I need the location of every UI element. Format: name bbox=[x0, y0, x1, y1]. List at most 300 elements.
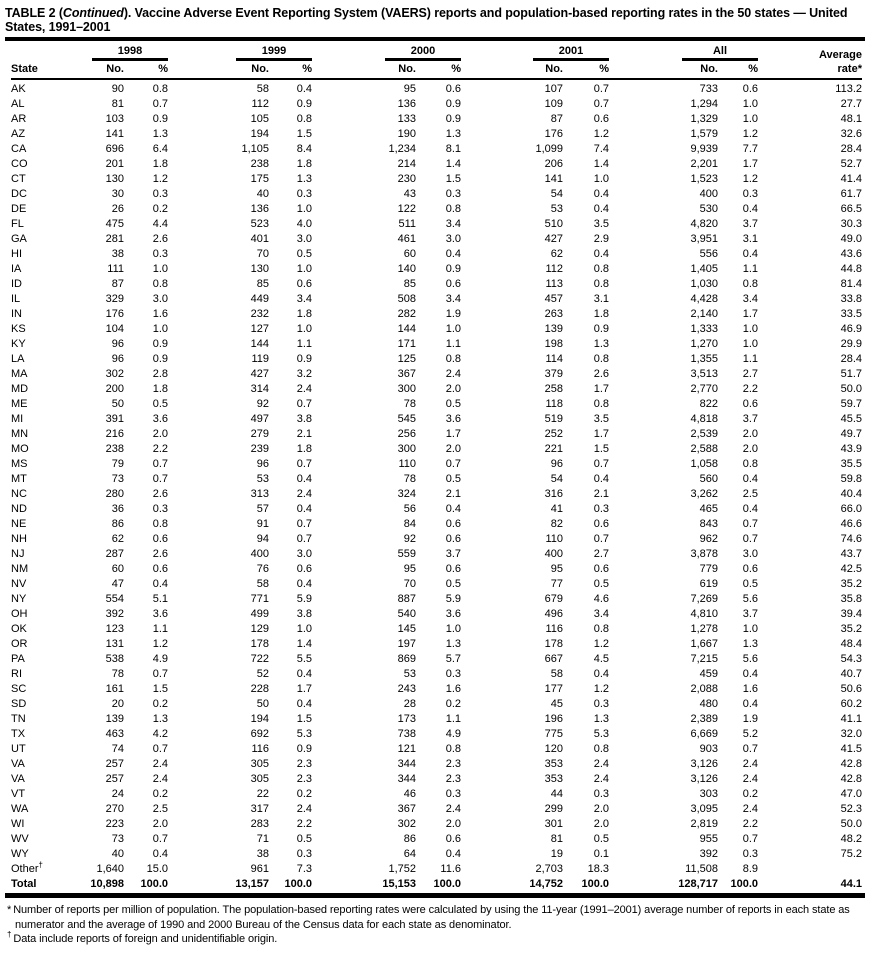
value-cell: 85 bbox=[256, 278, 269, 290]
value-cell: 496 bbox=[544, 608, 563, 620]
value-cell: 62 bbox=[111, 533, 124, 545]
table-row bbox=[11, 337, 862, 352]
value-cell: 0.3 bbox=[742, 848, 758, 860]
value-cell: 3.0 bbox=[296, 233, 312, 245]
value-cell: 2.4 bbox=[296, 488, 312, 500]
no-header-all: No. bbox=[609, 61, 718, 79]
value-cell: 1,030 bbox=[690, 278, 718, 290]
value-cell: 35.8 bbox=[840, 593, 862, 605]
value-cell: 257 bbox=[105, 773, 124, 785]
table-row bbox=[11, 877, 862, 892]
value-cell: 2.0 bbox=[593, 803, 609, 815]
table-row bbox=[11, 457, 862, 472]
value-cell: 95 bbox=[550, 563, 563, 575]
value-cell: 75.2 bbox=[840, 848, 862, 860]
value-cell: 41.1 bbox=[840, 713, 862, 725]
state-cell: OR bbox=[11, 638, 28, 650]
asterisk-marker: * bbox=[7, 904, 12, 916]
state-cell: SD bbox=[11, 698, 27, 710]
table-row bbox=[11, 697, 862, 712]
value-cell: 3.8 bbox=[296, 608, 312, 620]
value-cell: 0.6 bbox=[445, 833, 461, 845]
state-cell: OK bbox=[11, 623, 27, 635]
value-cell: 316 bbox=[544, 488, 563, 500]
year-group-2000-label: 2000 bbox=[385, 45, 461, 61]
value-cell: 0.9 bbox=[296, 98, 312, 110]
value-cell: 2,770 bbox=[690, 383, 718, 395]
value-cell: 0.7 bbox=[296, 518, 312, 530]
pct-header-1998: % bbox=[124, 61, 168, 79]
value-cell: 305 bbox=[250, 758, 269, 770]
value-cell: 49.0 bbox=[840, 233, 862, 245]
value-cell: 1.3 bbox=[742, 638, 758, 650]
state-cell: NC bbox=[11, 488, 27, 500]
value-cell: 100.0 bbox=[140, 878, 168, 890]
value-cell: 771 bbox=[250, 593, 269, 605]
value-cell: 511 bbox=[398, 218, 416, 230]
value-cell: 530 bbox=[699, 203, 718, 215]
no-header-1999: No. bbox=[168, 61, 269, 79]
value-cell: 3.5 bbox=[593, 413, 609, 425]
value-cell: 221 bbox=[544, 443, 563, 455]
value-cell: 3.4 bbox=[296, 293, 312, 305]
value-cell: 194 bbox=[250, 128, 269, 140]
value-cell: 3.5 bbox=[593, 218, 609, 230]
value-cell: 0.7 bbox=[742, 533, 758, 545]
value-cell: 206 bbox=[544, 158, 563, 170]
year-group-2000 bbox=[312, 43, 461, 61]
value-cell: 2,201 bbox=[690, 158, 718, 170]
value-cell: 238 bbox=[105, 443, 124, 455]
state-cell: WV bbox=[11, 833, 29, 845]
value-cell: 1,752 bbox=[388, 863, 416, 875]
table-row bbox=[11, 787, 862, 802]
value-cell: 508 bbox=[397, 293, 416, 305]
value-cell: 1.5 bbox=[445, 173, 461, 185]
value-cell: 1.9 bbox=[445, 308, 461, 320]
value-cell: 100.0 bbox=[581, 878, 609, 890]
value-cell: 44.8 bbox=[840, 263, 862, 275]
value-cell: 0.8 bbox=[742, 458, 758, 470]
value-cell: 257 bbox=[105, 758, 124, 770]
value-cell: 85 bbox=[403, 278, 416, 290]
state-cell: CA bbox=[11, 143, 27, 155]
state-cell: DC bbox=[11, 188, 27, 200]
state-cell: OH bbox=[11, 608, 28, 620]
value-cell: 0.7 bbox=[152, 743, 168, 755]
state-cell: KY bbox=[11, 338, 26, 350]
value-cell: 139 bbox=[544, 323, 563, 335]
table-row bbox=[11, 352, 862, 367]
value-cell: 2,140 bbox=[690, 308, 718, 320]
value-cell: 0.9 bbox=[445, 113, 461, 125]
value-cell: 232 bbox=[250, 308, 269, 320]
value-cell: 42.8 bbox=[840, 758, 862, 770]
value-cell: 2.2 bbox=[742, 818, 758, 830]
table-row bbox=[11, 427, 862, 442]
value-cell: 391 bbox=[105, 413, 124, 425]
value-cell: 0.6 bbox=[152, 533, 168, 545]
value-cell: 40.7 bbox=[840, 668, 862, 680]
state-cell: ME bbox=[11, 398, 28, 410]
value-cell: 105 bbox=[250, 113, 269, 125]
value-cell: 43.6 bbox=[840, 248, 862, 260]
value-cell: 0.8 bbox=[593, 398, 609, 410]
value-cell: 122 bbox=[397, 203, 416, 215]
value-cell: 239 bbox=[250, 443, 269, 455]
value-cell: 128,717 bbox=[678, 878, 718, 890]
table-row bbox=[11, 97, 862, 112]
value-cell: 0.7 bbox=[593, 83, 609, 95]
state-cell: NV bbox=[11, 578, 27, 590]
value-cell: 54 bbox=[550, 473, 563, 485]
value-cell: 175 bbox=[250, 173, 269, 185]
value-cell: 554 bbox=[105, 593, 124, 605]
value-cell: 0.6 bbox=[593, 113, 609, 125]
value-cell: 3,095 bbox=[690, 803, 718, 815]
value-cell: 480 bbox=[699, 698, 718, 710]
state-cell: MO bbox=[11, 443, 29, 455]
value-cell: 619 bbox=[699, 578, 718, 590]
value-cell: 3.0 bbox=[152, 293, 168, 305]
state-cell: SC bbox=[11, 683, 27, 695]
value-cell: 0.6 bbox=[296, 278, 312, 290]
value-cell: 0.5 bbox=[296, 833, 312, 845]
value-cell: 2.8 bbox=[152, 368, 168, 380]
value-cell: 107 bbox=[544, 83, 563, 95]
value-cell: 228 bbox=[250, 683, 269, 695]
value-cell: 2.0 bbox=[593, 818, 609, 830]
value-cell: 400 bbox=[544, 548, 563, 560]
value-cell: 32.6 bbox=[840, 128, 862, 140]
value-cell: 11.6 bbox=[440, 863, 461, 875]
value-cell: 196 bbox=[544, 713, 563, 725]
value-cell: 1.0 bbox=[742, 623, 758, 635]
value-cell: 1.0 bbox=[742, 98, 758, 110]
value-cell: 1.6 bbox=[742, 683, 758, 695]
table-row bbox=[11, 517, 862, 532]
value-cell: 1,270 bbox=[690, 338, 718, 350]
table-row bbox=[11, 412, 862, 427]
value-cell: 1.0 bbox=[296, 203, 312, 215]
value-cell: 28 bbox=[403, 698, 416, 710]
table-title bbox=[5, 6, 865, 34]
value-cell: 0.8 bbox=[445, 743, 461, 755]
value-cell: 1.0 bbox=[296, 623, 312, 635]
value-cell: 2.6 bbox=[152, 548, 168, 560]
value-cell: 30 bbox=[111, 188, 124, 200]
value-cell: 3.4 bbox=[445, 293, 461, 305]
value-cell: 367 bbox=[397, 803, 416, 815]
state-cell: VA bbox=[11, 773, 25, 785]
value-cell: 38 bbox=[256, 848, 269, 860]
value-cell: 2.0 bbox=[152, 818, 168, 830]
footnote-rate-definition bbox=[7, 903, 865, 932]
value-cell: 113.2 bbox=[835, 83, 862, 95]
state-cell: DE bbox=[11, 203, 27, 215]
value-cell: 81.4 bbox=[840, 278, 862, 290]
value-cell: 287 bbox=[105, 548, 124, 560]
value-cell: 270 bbox=[105, 803, 124, 815]
value-cell: 324 bbox=[397, 488, 416, 500]
value-cell: 0.3 bbox=[445, 668, 461, 680]
value-cell: 4.2 bbox=[152, 728, 168, 740]
value-cell: 0.5 bbox=[445, 398, 461, 410]
value-cell: 2.4 bbox=[593, 758, 609, 770]
value-cell: 3.4 bbox=[593, 608, 609, 620]
value-cell: 54.3 bbox=[840, 653, 862, 665]
value-cell: 112 bbox=[545, 263, 563, 275]
value-cell: 344 bbox=[397, 758, 416, 770]
value-cell: 7.3 bbox=[296, 863, 312, 875]
table-row bbox=[11, 577, 862, 592]
value-cell: 2.3 bbox=[296, 773, 312, 785]
value-cell: 94 bbox=[256, 533, 269, 545]
average-rate-header-line2: rate* bbox=[758, 61, 862, 79]
table-row bbox=[11, 727, 862, 742]
value-cell: 300 bbox=[397, 383, 416, 395]
column-header-row bbox=[11, 61, 862, 79]
value-cell: 0.4 bbox=[152, 848, 168, 860]
value-cell: 27.7 bbox=[840, 98, 862, 110]
value-cell: 6.4 bbox=[152, 143, 168, 155]
state-cell: AL bbox=[11, 98, 25, 110]
value-cell: 81 bbox=[550, 833, 563, 845]
value-cell: 2.0 bbox=[742, 443, 758, 455]
value-cell: 556 bbox=[699, 248, 718, 260]
value-cell: 0.6 bbox=[152, 563, 168, 575]
value-cell: 1.8 bbox=[152, 383, 168, 395]
year-group-2001-label: 2001 bbox=[533, 45, 609, 61]
value-cell: 5.9 bbox=[296, 593, 312, 605]
year-group-2001 bbox=[461, 43, 609, 61]
table-row bbox=[11, 832, 862, 847]
value-cell: 48.1 bbox=[840, 113, 862, 125]
footnote-other-definition bbox=[7, 932, 865, 947]
table-row bbox=[11, 502, 862, 517]
value-cell: 0.9 bbox=[152, 338, 168, 350]
value-cell: 1.7 bbox=[742, 158, 758, 170]
year-group-all bbox=[609, 43, 758, 61]
value-cell: 2.2 bbox=[296, 818, 312, 830]
value-cell: 4,818 bbox=[690, 413, 718, 425]
state-cell: MS bbox=[11, 458, 28, 470]
state-cell: NY bbox=[11, 593, 27, 605]
value-cell: 0.3 bbox=[445, 788, 461, 800]
table-row bbox=[11, 442, 862, 457]
value-cell: 667 bbox=[544, 653, 563, 665]
value-cell: 1.0 bbox=[445, 323, 461, 335]
value-cell: 5.9 bbox=[445, 593, 461, 605]
value-cell: 2.6 bbox=[152, 233, 168, 245]
value-cell: 305 bbox=[250, 773, 269, 785]
value-cell: 96 bbox=[111, 338, 124, 350]
value-cell: 0.1 bbox=[593, 848, 609, 860]
value-cell: 538 bbox=[105, 653, 124, 665]
state-cell: RI bbox=[11, 668, 22, 680]
state-cell: VT bbox=[11, 788, 26, 800]
value-cell: 1.4 bbox=[445, 158, 461, 170]
value-cell: 84 bbox=[403, 518, 416, 530]
state-cell: FL bbox=[11, 218, 24, 230]
value-cell: 136 bbox=[397, 98, 416, 110]
value-cell: 2.4 bbox=[742, 758, 758, 770]
value-cell: 243 bbox=[397, 683, 416, 695]
value-cell: 1.1 bbox=[296, 338, 312, 350]
value-cell: 560 bbox=[699, 473, 718, 485]
value-cell: 559 bbox=[397, 548, 416, 560]
value-cell: 74 bbox=[111, 743, 124, 755]
value-cell: 3,878 bbox=[690, 548, 718, 560]
value-cell: 50 bbox=[256, 698, 269, 710]
state-cell: MA bbox=[11, 368, 28, 380]
table-row bbox=[11, 757, 862, 772]
value-cell: 3.8 bbox=[296, 413, 312, 425]
value-cell: 0.5 bbox=[152, 398, 168, 410]
value-cell: 400 bbox=[250, 548, 269, 560]
value-cell: 0.9 bbox=[296, 353, 312, 365]
table-row bbox=[11, 142, 862, 157]
no-header-2001: No. bbox=[461, 61, 563, 79]
value-cell: 52.7 bbox=[840, 158, 862, 170]
state-cell: Total bbox=[11, 878, 37, 890]
value-cell: 0.5 bbox=[742, 578, 758, 590]
value-cell: 0.8 bbox=[742, 278, 758, 290]
state-cell: HI bbox=[11, 248, 22, 260]
value-cell: 1.1 bbox=[152, 623, 168, 635]
value-cell: 961 bbox=[250, 863, 269, 875]
state-cell: WY bbox=[11, 848, 29, 860]
value-cell: 5.7 bbox=[445, 653, 461, 665]
value-cell: 0.4 bbox=[593, 473, 609, 485]
value-cell: 28.4 bbox=[840, 353, 862, 365]
value-cell: 1.2 bbox=[152, 638, 168, 650]
value-cell: 0.3 bbox=[742, 188, 758, 200]
value-cell: 1.6 bbox=[152, 308, 168, 320]
value-cell: 5.1 bbox=[152, 593, 168, 605]
value-cell: 0.7 bbox=[152, 458, 168, 470]
value-cell: 18.3 bbox=[587, 863, 609, 875]
value-cell: 738 bbox=[397, 728, 416, 740]
table-bottom-rule bbox=[5, 893, 865, 898]
value-cell: 2.4 bbox=[296, 383, 312, 395]
value-cell: 427 bbox=[250, 368, 269, 380]
value-cell: 47.0 bbox=[840, 788, 862, 800]
value-cell: 329 bbox=[105, 293, 124, 305]
value-cell: 1.2 bbox=[593, 128, 609, 140]
value-cell: 30.3 bbox=[840, 218, 862, 230]
value-cell: 1,667 bbox=[690, 638, 718, 650]
value-cell: 0.3 bbox=[296, 848, 312, 860]
value-cell: 0.3 bbox=[296, 188, 312, 200]
value-cell: 722 bbox=[250, 653, 269, 665]
value-cell: 178 bbox=[544, 638, 563, 650]
value-cell: 57 bbox=[256, 503, 269, 515]
value-cell: 145 bbox=[397, 623, 416, 635]
pct-header-2000: % bbox=[416, 61, 461, 79]
value-cell: 1,640 bbox=[96, 863, 124, 875]
value-cell: 28.4 bbox=[840, 143, 862, 155]
table-row bbox=[11, 382, 862, 397]
value-cell: 1.0 bbox=[742, 323, 758, 335]
value-cell: 2.1 bbox=[296, 428, 312, 440]
value-cell: 1.1 bbox=[445, 713, 461, 725]
value-cell: 0.6 bbox=[445, 563, 461, 575]
value-cell: 161 bbox=[105, 683, 124, 695]
value-cell: 50.0 bbox=[840, 818, 862, 830]
table-row bbox=[11, 112, 862, 127]
dagger-icon: † bbox=[38, 860, 43, 870]
value-cell: 1.7 bbox=[445, 428, 461, 440]
value-cell: 1,099 bbox=[535, 143, 563, 155]
value-cell: 64 bbox=[403, 848, 416, 860]
value-cell: 91 bbox=[256, 518, 269, 530]
value-cell: 0.3 bbox=[152, 188, 168, 200]
value-cell: 3.1 bbox=[742, 233, 758, 245]
value-cell: 0.2 bbox=[152, 698, 168, 710]
table-row bbox=[11, 79, 862, 97]
value-cell: 0.8 bbox=[152, 83, 168, 95]
table-row bbox=[11, 127, 862, 142]
value-cell: 0.6 bbox=[445, 278, 461, 290]
value-cell: 130 bbox=[105, 173, 124, 185]
value-cell: 1,333 bbox=[690, 323, 718, 335]
value-cell: 497 bbox=[250, 413, 269, 425]
value-cell: 5.6 bbox=[742, 593, 758, 605]
value-cell: 1.0 bbox=[742, 113, 758, 125]
value-cell: 82 bbox=[550, 518, 563, 530]
value-cell: 2.3 bbox=[296, 758, 312, 770]
value-cell: 0.2 bbox=[152, 203, 168, 215]
value-cell: 1.5 bbox=[152, 683, 168, 695]
value-cell: 60.2 bbox=[840, 698, 862, 710]
value-cell: 39.4 bbox=[840, 608, 862, 620]
value-cell: 3.0 bbox=[742, 548, 758, 560]
vaers-report-table bbox=[11, 43, 862, 892]
value-cell: 314 bbox=[250, 383, 269, 395]
value-cell: 136 bbox=[250, 203, 269, 215]
value-cell: 33.8 bbox=[840, 293, 862, 305]
value-cell: 282 bbox=[397, 308, 416, 320]
value-cell: 121 bbox=[397, 743, 416, 755]
value-cell: 59.7 bbox=[840, 398, 862, 410]
value-cell: 58 bbox=[256, 578, 269, 590]
value-cell: 144 bbox=[397, 323, 416, 335]
value-cell: 4,820 bbox=[690, 218, 718, 230]
value-cell: 96 bbox=[550, 458, 563, 470]
value-cell: 843 bbox=[699, 518, 718, 530]
value-cell: 26 bbox=[111, 203, 124, 215]
value-cell: 545 bbox=[397, 413, 416, 425]
state-cell: TN bbox=[11, 713, 26, 725]
value-cell: 0.7 bbox=[593, 458, 609, 470]
value-cell: 0.3 bbox=[593, 698, 609, 710]
value-cell: 0.6 bbox=[593, 563, 609, 575]
value-cell: 283 bbox=[250, 818, 269, 830]
value-cell: 353 bbox=[544, 773, 563, 785]
value-cell bbox=[758, 862, 862, 877]
value-cell: 7,215 bbox=[690, 653, 718, 665]
value-cell: 4.9 bbox=[152, 653, 168, 665]
value-cell: 50.0 bbox=[840, 383, 862, 395]
value-cell: 7.4 bbox=[593, 143, 609, 155]
value-cell: 0.7 bbox=[742, 833, 758, 845]
value-cell: 43.7 bbox=[840, 548, 862, 560]
value-cell: 2.4 bbox=[152, 758, 168, 770]
value-cell: 0.5 bbox=[593, 833, 609, 845]
value-cell: 141 bbox=[105, 128, 124, 140]
value-cell: 3,262 bbox=[690, 488, 718, 500]
